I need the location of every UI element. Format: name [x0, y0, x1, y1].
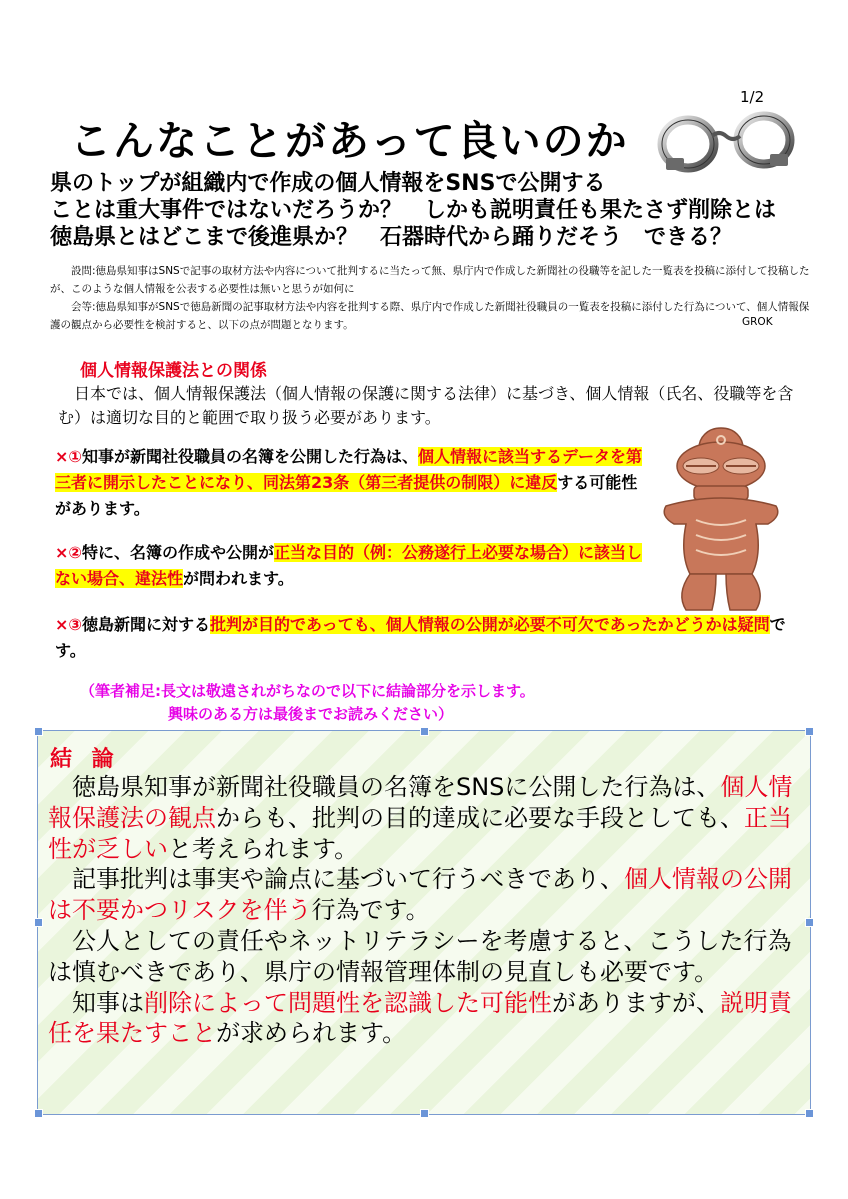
resize-handle[interactable]	[805, 727, 814, 736]
issue-item-2: ×②特に、名簿の作成や公開が正当な目的（例：公務遂行上必要な場合）に該当しない場合、違法性が問われます。	[55, 543, 642, 588]
author-note-line-2: 興味のある方は最後までお読みください）	[168, 705, 454, 723]
cross-mark: ×②	[55, 543, 82, 562]
page-title: こんなことがあって良いのか	[70, 117, 629, 165]
handcuffs-icon	[652, 100, 802, 178]
issue-item-3: ×③徳島新聞に対する批判が目的であっても、個人情報の公開が必要不可欠であったかどうかは疑問です。	[55, 615, 786, 660]
highlight: 個人情報に該当するデータを第三者に開示したことになり、同法第23条（第三者提供の制限）に違反	[55, 447, 642, 492]
law-heading: 個人情報保護法との関係	[80, 361, 267, 381]
resize-handle[interactable]	[805, 918, 814, 927]
lead-line-3: 徳島県とはどこまで後進県か？ 石器時代から踊りだそう できる？	[50, 225, 733, 250]
answer-text: 会等:徳島県知事がSNSで徳島新聞の記事取材方法や内容を批判する際、県庁内で作成した新聞社役職員の一覧表を投稿に添付した行為について、個人情報保護の観点から必要性を検討すると、以下の点が問題となります。	[50, 301, 810, 331]
conclusion-body: 徳島県知事が新聞社役職員の名簿をSNSに公開した行為は、個人情報保護法の観点からも、批判の目的達成に必要な手段としても、正当性が乏しいと考えられます。 記事批判は事実や論点に基づいて行うべきであり、個人情報の公開は不要かつリスクを伴う行為です。 公人としての責任やネットリテラシーを考慮すると、こうした行為は慎むべきであり、県庁の情報管理体制の見直しも必要です。 知事は削除によって問題性を認識した可能性がありますが、説明責任を果たすことが求められます。	[48, 773, 793, 1048]
resize-handle[interactable]	[420, 1109, 429, 1118]
lead-line-2: ことは重大事件ではないだろうか？ しかも説明責任も果たさず削除とは	[50, 198, 777, 223]
cross-mark: ×③	[55, 615, 82, 634]
dogu-figure-icon	[646, 420, 796, 620]
question-text: 設問:徳島県知事はSNSで記事の取材方法や内容について批判するに当たって無、県庁内で作成した新聞社の役職等を記した一覧表を投稿に添付して投稿したが、このような個人情報を公表する必要性は無いと思うが如何に	[50, 265, 810, 295]
issue-item-1: ×①知事が新聞社役職員の名簿を公開した行為は、個人情報に該当するデータを第三者に開示したことになり、同法第23条（第三者提供の制限）に違反する可能性があります。	[55, 447, 642, 518]
cross-mark: ×①	[55, 447, 82, 466]
conclusion-title: 結 論	[50, 747, 120, 772]
author-note-line-1: （筆者補足:長文は敬遠されがちなので以下に結論部分を示します。	[80, 682, 535, 700]
grok-label: GROK	[742, 316, 773, 328]
page-number: 1/2	[740, 88, 765, 106]
resize-handle[interactable]	[34, 727, 43, 736]
resize-handle[interactable]	[805, 1109, 814, 1118]
resize-handle[interactable]	[34, 918, 43, 927]
highlight: 批判が目的であっても、個人情報の公開が必要不可欠であったかどうかは疑問	[209, 615, 770, 634]
lead-line-1: 県のトップが組織内で作成の個人情報をSNSで公開する	[50, 171, 606, 196]
law-body: 日本では、個人情報保護法（個人情報の保護に関する法律）に基づき、個人情報（氏名、役職等を含む）は適切な目的と範囲で取り扱う必要があります。	[58, 384, 794, 427]
resize-handle[interactable]	[420, 727, 429, 736]
resize-handle[interactable]	[34, 1109, 43, 1118]
highlight: 正当な目的（例：公務遂行上必要な場合）に該当しない場合、違法性	[55, 543, 642, 588]
